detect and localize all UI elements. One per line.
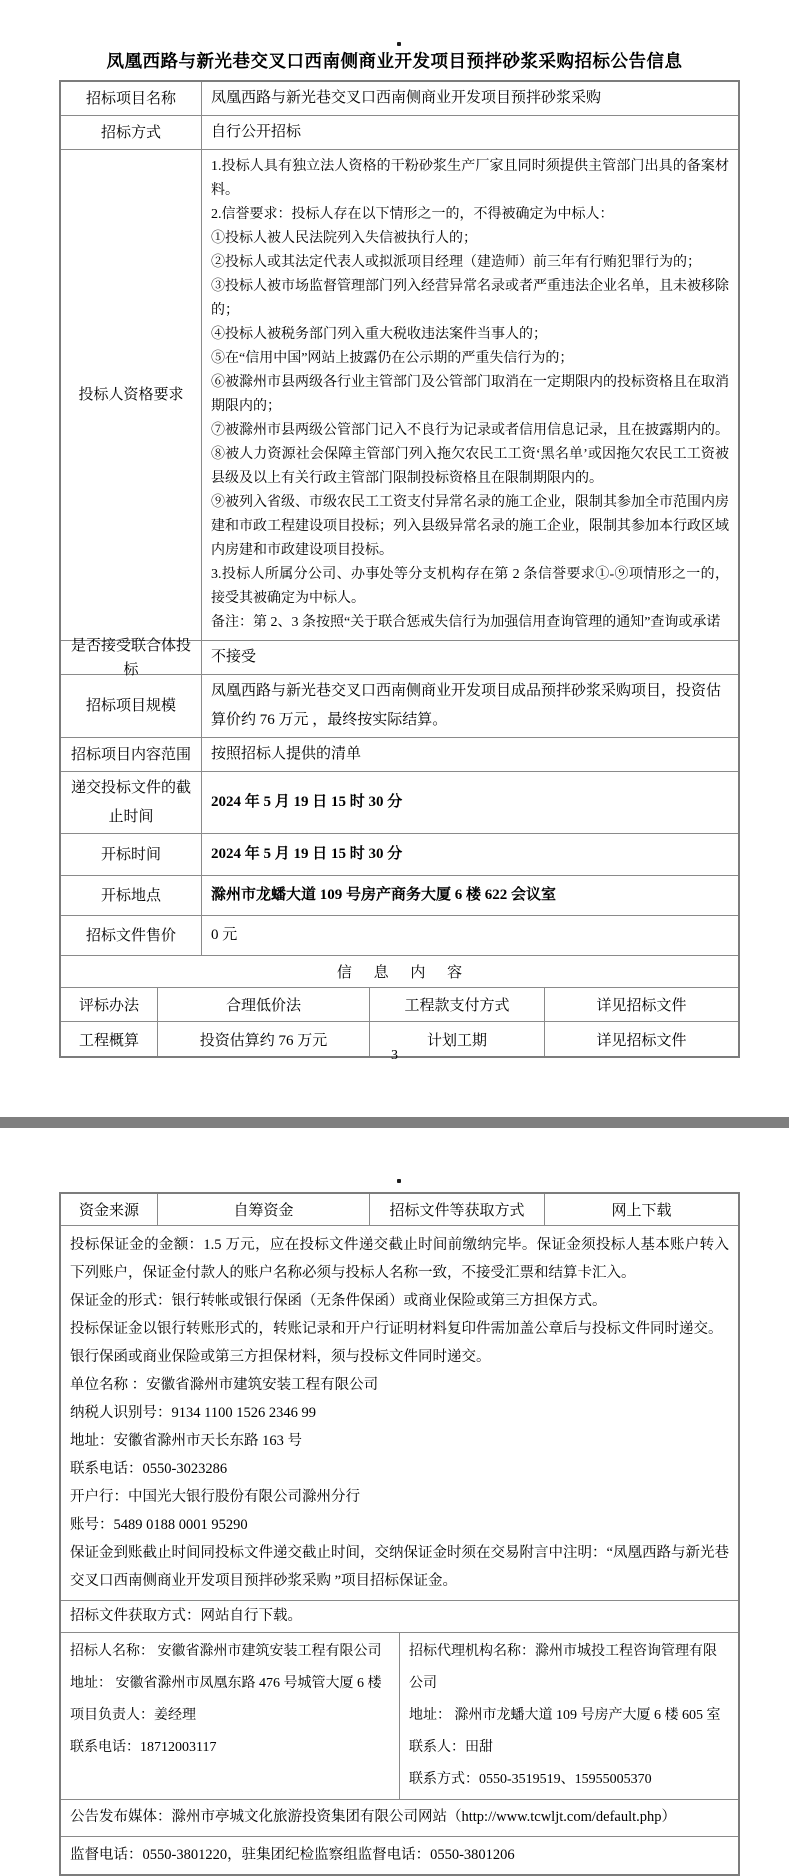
- tender-notice-table: [59, 80, 740, 1058]
- deposit-paragraph: 单位名称 ：安徽省滁州市建筑安装工程有限公司: [70, 1377, 379, 1393]
- opening-place-label: 开标地点: [61, 876, 202, 915]
- doc-access-value: 招标文件获取方式：网站自行下载。: [70, 1607, 302, 1624]
- qualification-paragraph: ⑥被滁州市县两级各行业主管部门及公管部门取消在一定期限内的投标资格且在取消期限内的；: [211, 375, 729, 414]
- scale-value: 凤凰西路与新光巷交叉口西南侧商业开发项目成品预拌砂浆采购项目，投资估算价约 76 万元 ，最终按实际结算。: [211, 683, 722, 728]
- project-name-value: 凤凰西路与新光巷交叉口西南侧商业开发项目预拌砂浆采购: [211, 90, 602, 107]
- qualification-paragraph: ⑤在“信用中国”网站上披露仍在公示期的严重失信行为的；: [211, 351, 574, 366]
- deposit-paragraph: 保证金到账截止时间同投标文件递交截止时间，交纳保证金时须在交易附言中注明：“凤凰西路与新光巷交叉口西南侧商业开发项目预拌砂浆采购 ”项目招标保证金。: [70, 1545, 729, 1589]
- doc-obtain-method-value: 网上下载: [611, 1203, 672, 1219]
- table-row-scale: [61, 675, 738, 738]
- qualification-paragraph: ③投标人被市场监督管理部门列入经营异常名录或者严重违法企业名单，且未被移除的；: [211, 279, 729, 318]
- info-content-header: 信 息 内 容: [336, 965, 472, 981]
- qualification-paragraph: ②投标人或其法定代表人或拟派项目经理（建造师）前三年有行贿犯罪行为的；: [211, 255, 701, 270]
- budget-label: 工程概算: [61, 1022, 158, 1056]
- method-label: 招标方式: [61, 116, 202, 149]
- qualification-value: [202, 150, 738, 640]
- table-row-doc-price: [61, 916, 738, 956]
- qualification-paragraph: 备注：第 2、3 条按照“关于联合惩戒失信行为加强信用查询管理的通知”查询或承诺: [211, 615, 721, 630]
- opening-place-value: 滁州市龙蟠大道 109 号房产商务大厦 6 楼 622 会议室: [211, 887, 557, 904]
- deposit-paragraph: 联系电话：0550-3023286: [70, 1461, 228, 1477]
- agency-address-line: 地址： 滁州市龙蟠大道 109 号房产大厦 6 楼 605 室: [409, 1708, 721, 1723]
- table-row-contacts: [61, 1633, 738, 1800]
- deposit-paragraph: 纳税人识别号：9134 1100 1526 2346 99: [70, 1405, 316, 1421]
- tenderer-phone-line: 联系电话：18712003117: [70, 1740, 217, 1755]
- qualification-paragraph: 2.信誉要求：投标人存在以下情形之一的，不得被确定为中标人：: [211, 207, 614, 222]
- table-row-consortium: [61, 637, 738, 678]
- project-name-label: 招标项目名称: [61, 82, 202, 115]
- tenderer-contact-block: [61, 1633, 400, 1799]
- deposit-paragraph: 地址：安徽省滁州市天长东路 163 号: [70, 1433, 302, 1449]
- supervision-value: 监督电话：0550-3801220，驻集团纪检监察组监督电话：0550-3801206: [70, 1846, 515, 1863]
- funding-source-label: 资金来源: [61, 1194, 158, 1225]
- qualification-label: 投标人资格要求: [61, 150, 202, 640]
- agency-phone-line: 联系方式：0550-3519519、15955005370: [409, 1772, 652, 1787]
- deposit-paragraph: 保证金的形式：银行转帐或银行保函（无条件保函）或商业保险或第三方担保方式。: [70, 1293, 607, 1309]
- table-row-deadline: [61, 772, 738, 834]
- agency-contact-block: [400, 1633, 738, 1799]
- page2-marker-dot: [397, 1179, 401, 1183]
- deadline-label: 递交投标文件的截止时间: [61, 772, 202, 833]
- method-value: 自行公开招标: [211, 124, 302, 141]
- table-row-supervision: [61, 1837, 738, 1874]
- media-value: 公告发布媒体：滁州市亭城文化旅游投资集团有限公司网站（http://www.tcwljt.com/default.php）: [70, 1809, 677, 1826]
- page-number: 3: [391, 1048, 398, 1063]
- doc-price-label: 招标文件售价: [61, 916, 202, 955]
- agency-contact-line: 联系人：田甜: [409, 1740, 493, 1755]
- table-row-evaluation: [61, 988, 738, 1022]
- tenderer-manager-line: 项目负责人：姜经理: [70, 1708, 196, 1723]
- deposit-paragraph: 投标保证金的金额：1.5 万元，应在投标文件递交截止时间前缴纳完毕。保证金须投标人基本账户转入下列账户，保证金付款人的账户名称必须与投标人名称一致，不接受汇票和结算卡汇入。: [70, 1237, 729, 1281]
- qualification-paragraph: ⑦被滁州市县两级公管部门记入不良行为记录或者信用信息记录，且在披露期内的。: [211, 423, 729, 438]
- payment-method-value: 详见招标文件: [596, 998, 687, 1014]
- table-row-deposit: [61, 1226, 738, 1601]
- schedule-value: 详见招标文件: [596, 1032, 687, 1049]
- qualification-paragraph: ⑧被人力资源社会保障主管部门列入拖欠农民工工资‘黑名单’或因拖欠农民工工资被县级及以上有关行政主管部门限制投标资格且在限制期限内的。: [211, 447, 729, 486]
- scale-label: 招标项目规模: [61, 675, 202, 737]
- deadline-value: 2024 年 5 月 19 日 15 时 30 分: [211, 794, 403, 811]
- table-row-media: [61, 1800, 738, 1837]
- evaluation-method-label: 评标办法: [61, 988, 158, 1021]
- deposit-paragraph: 账号：5489 0188 0001 95290: [70, 1517, 248, 1533]
- schedule-label: 计划工期: [370, 1022, 545, 1056]
- table-row-funding: [61, 1194, 738, 1226]
- qualification-paragraph: 3.投标人所属分公司、办事处等分支机构存在第 2 条信誉要求①-⑨项情形之一的，接受其被确定为中标人。: [211, 567, 729, 606]
- tenderer-address-line: 地址： 安徽省滁州市凤凰东路 476 号城管大厦 6 楼: [70, 1676, 382, 1691]
- qualification-paragraph: ⑨被列入省级、市级农民工工资支付异常名录的施工企业，限制其参加全市范围内房建和市政工程建设项目投标；列入县级异常名录的施工企业，限制其参加本行政区域内房建和市政建设项目投标。: [211, 495, 729, 558]
- table-row-opening-place: [61, 876, 738, 916]
- table-row-scope: [61, 738, 738, 772]
- budget-value: 投资估算约 76 万元: [158, 1022, 370, 1056]
- opening-time-value: 2024 年 5 月 19 日 15 时 30 分: [211, 846, 403, 863]
- table-row-method: [61, 116, 738, 150]
- doc-price-value: 0 元: [211, 927, 238, 944]
- consortium-label: 是否接受联合体投标: [61, 641, 202, 674]
- table-row-info-header: [61, 956, 738, 988]
- consortium-value: 不接受: [211, 649, 257, 666]
- page-divider-bar: [0, 1117, 789, 1128]
- qualification-paragraph: ④投标人被税务部门列入重大税收违法案件当事人的；: [211, 327, 547, 342]
- qualification-paragraph: 1.投标人具有独立法人资格的干粉砂浆生产厂家且同时须提供主管部门出具的备案材料。: [211, 159, 729, 198]
- page1-marker-dot: [397, 42, 401, 46]
- scope-label: 招标项目内容范围: [61, 738, 202, 771]
- tender-notice-table-continued: [59, 1192, 740, 1876]
- table-row-qualification: [61, 150, 738, 641]
- tenderer-name-line: 招标人名称： 安徽省滁州市建筑安装工程有限公司: [70, 1644, 382, 1659]
- opening-time-label: 开标时间: [61, 834, 202, 875]
- agency-name-line: 招标代理机构名称：滁州市城投工程咨询管理有限公司: [409, 1644, 717, 1691]
- table-row-opening-time: [61, 834, 738, 876]
- deposit-details: [61, 1226, 738, 1600]
- qualification-paragraph: ①投标人被人民法院列入失信被执行人的；: [211, 231, 477, 246]
- scope-value: 按照招标人提供的清单: [211, 746, 362, 763]
- deposit-paragraph: 开户行：中国光大银行股份有限公司滁州分行: [70, 1489, 360, 1505]
- payment-method-label: 工程款支付方式: [370, 988, 545, 1021]
- doc-obtain-method-label: 招标文件等获取方式: [370, 1194, 545, 1225]
- deposit-paragraph: 银行保函或商业保险或第三方担保材料，须与投标文件同时递交。: [70, 1349, 491, 1365]
- table-row-project-name: [61, 82, 738, 116]
- table-row-doc-access: [61, 1601, 738, 1633]
- funding-source-value: 自筹资金: [158, 1194, 370, 1225]
- evaluation-method-value: 合理低价法: [158, 988, 370, 1021]
- page-title: 凤凰西路与新光巷交叉口西南侧商业开发项目预拌砂浆采购招标公告信息: [106, 51, 683, 71]
- deposit-paragraph: 投标保证金以银行转账形式的，转账记录和开户行证明材料复印件需加盖公章后与投标文件同时递交。: [70, 1321, 723, 1337]
